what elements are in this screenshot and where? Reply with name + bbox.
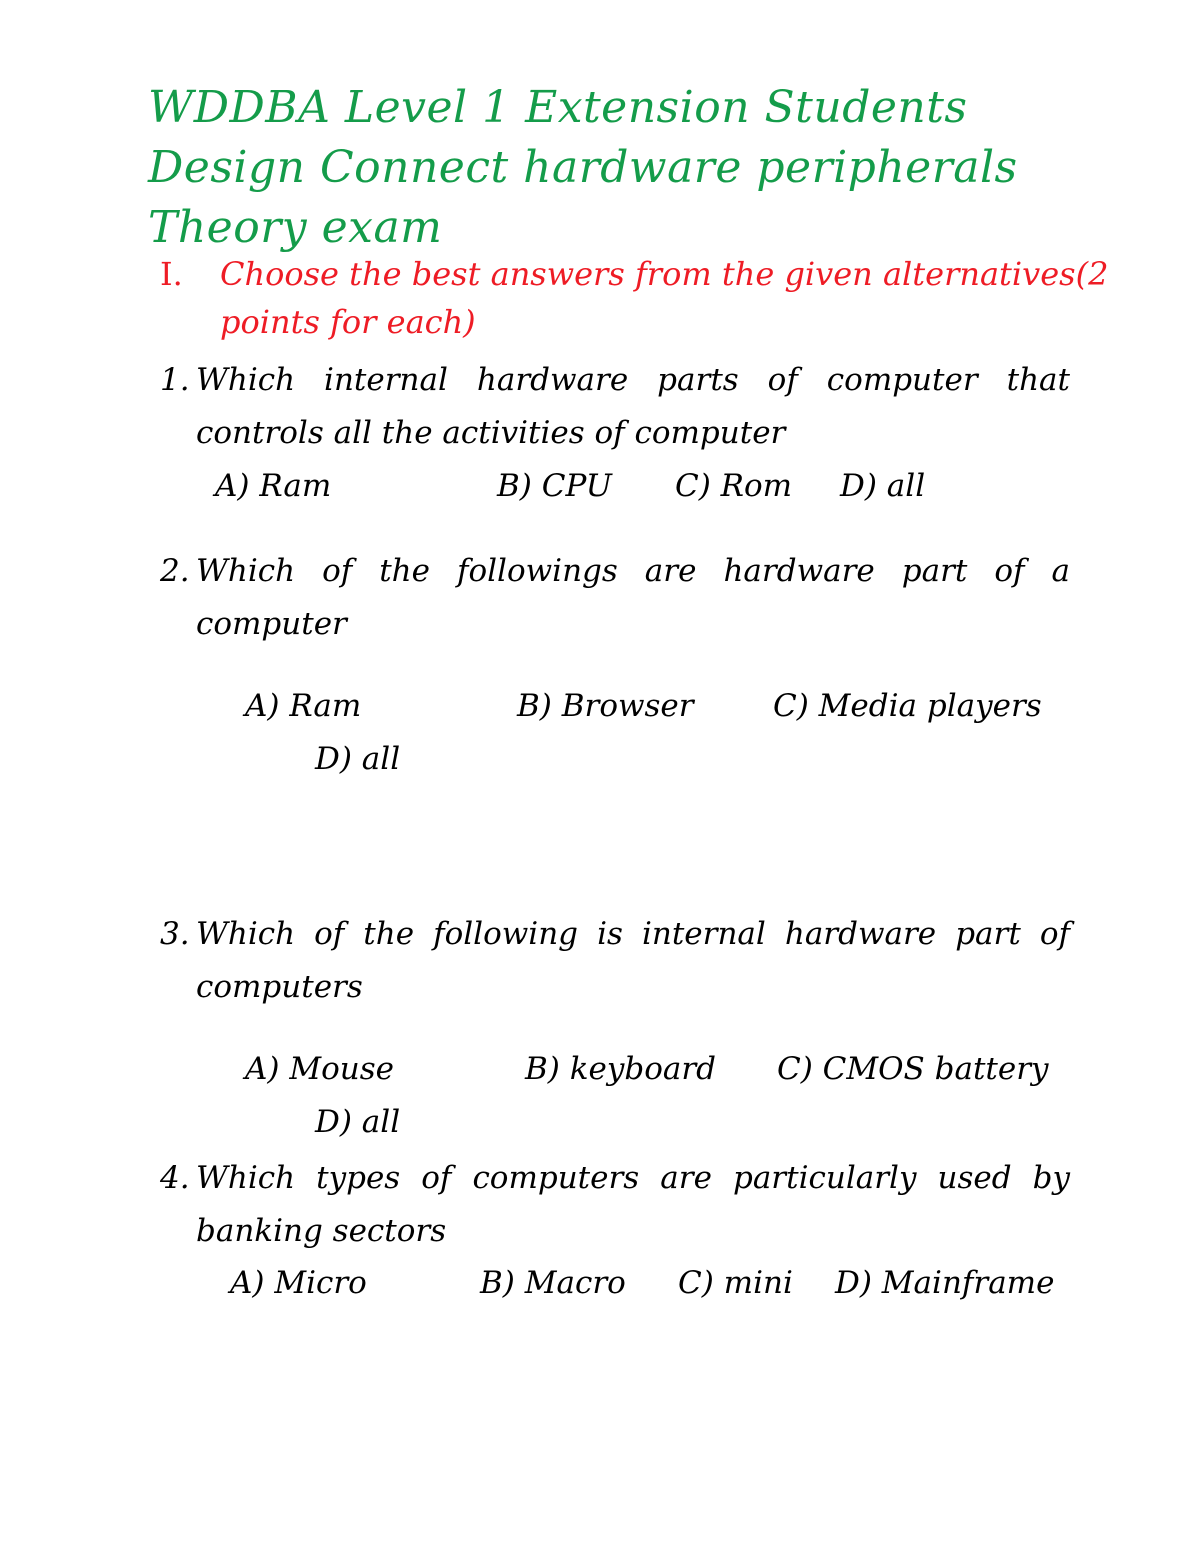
question-text: Which internal hardware parts of computer that controls all the activities of computer [196, 362, 1070, 451]
option-d: D) all [840, 468, 926, 504]
question-number: 1. [160, 362, 190, 398]
title-line-3: Theory exam [148, 202, 443, 253]
option-b: B) CPU [497, 468, 612, 504]
question-4 [160, 1152, 1070, 1258]
title-line-2: Design Connect hardware peripherals [148, 142, 1018, 193]
option-a: A) Mouse [245, 1051, 394, 1087]
option-c: C) Rom [675, 468, 793, 504]
exam-title [148, 78, 1148, 258]
instruction-text: Choose the best answers from the given alternatives(2 points for each) [220, 255, 1109, 341]
question-text: Which of the followings are hardware part of a computer [196, 553, 1070, 642]
question-number: 3. [160, 916, 190, 952]
option-c: C) mini [678, 1265, 793, 1301]
option-a: A) Micro [230, 1265, 367, 1301]
option-b: B) keyboard [525, 1051, 717, 1087]
option-c: C) CMOS battery [777, 1051, 1049, 1087]
question-number: 4. [160, 1160, 190, 1196]
question-3 [160, 908, 1070, 1014]
question-2 [160, 545, 1070, 651]
section-number: I. [160, 255, 183, 293]
option-a: A) Ram [215, 468, 332, 504]
question-1 [160, 354, 1070, 460]
option-b: B) Macro [480, 1265, 626, 1301]
option-a: A) Ram [245, 688, 362, 724]
question-text: Which types of computers are particularly used by banking sectors [196, 1160, 1070, 1249]
option-c: C) Media players [773, 688, 1042, 724]
question-number: 2. [160, 553, 190, 589]
section-instruction [160, 250, 1120, 346]
option-d: D) Mainframe [835, 1265, 1055, 1301]
option-d: D) all [315, 741, 401, 777]
title-line-1: WDDBA Level 1 Extension Students [148, 82, 968, 133]
question-text: Which of the following is internal hardware part of computers [196, 916, 1070, 1005]
option-d: D) all [315, 1104, 401, 1140]
option-b: B) Browser [517, 688, 694, 724]
